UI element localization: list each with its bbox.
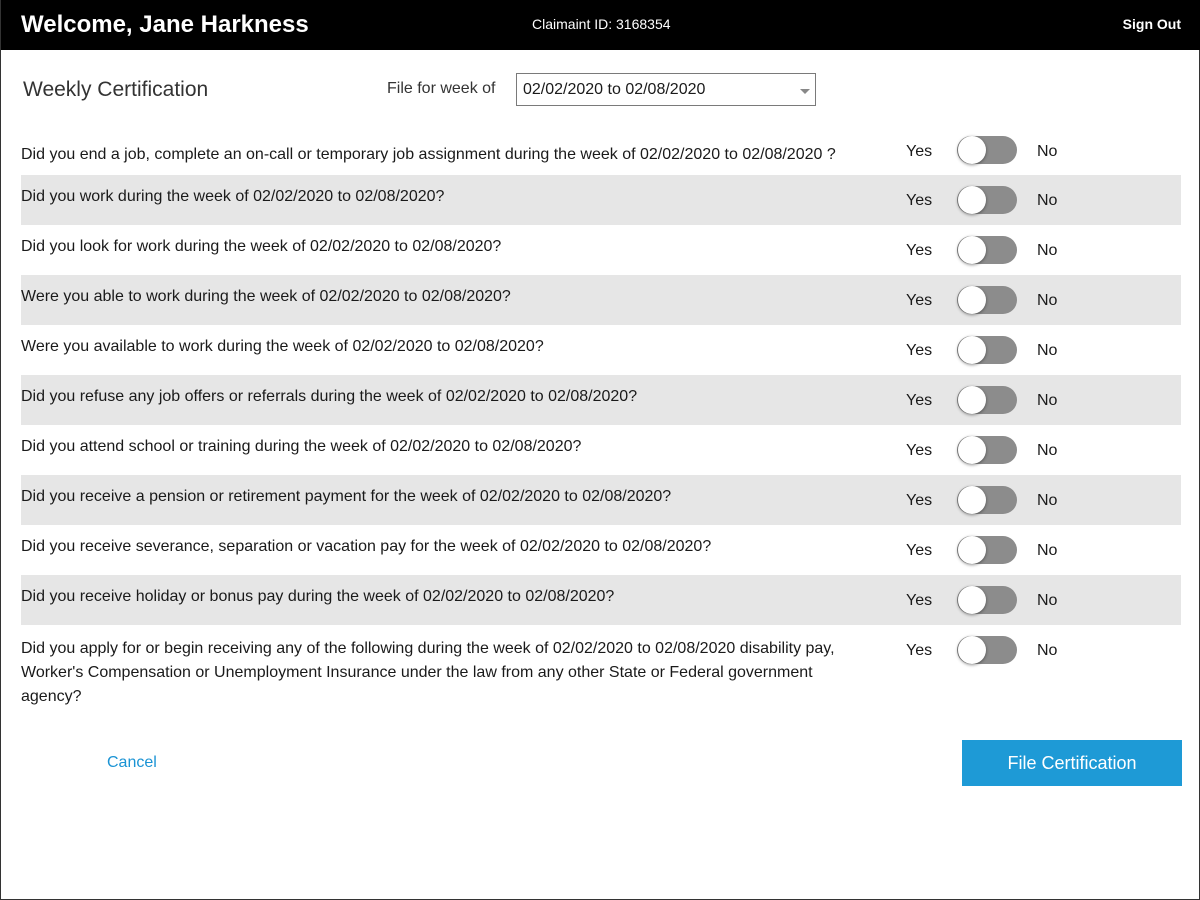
- question-text: Did you work during the week of 02/02/2020 to 02/08/2020?: [21, 188, 445, 205]
- yes-no-toggle[interactable]: [957, 186, 1017, 214]
- cancel-link[interactable]: Cancel: [107, 754, 157, 771]
- yes-no-toggle[interactable]: [957, 436, 1017, 464]
- yes-no-toggle[interactable]: [957, 536, 1017, 564]
- no-label: No: [1037, 192, 1058, 209]
- yes-no-toggle[interactable]: [957, 286, 1017, 314]
- no-label: No: [1037, 392, 1058, 409]
- yes-no-toggle[interactable]: [957, 486, 1017, 514]
- yes-no-toggle[interactable]: [957, 586, 1017, 614]
- toggle-knob: [958, 536, 986, 564]
- no-label: No: [1037, 292, 1058, 309]
- yes-label: Yes: [906, 442, 933, 459]
- file-certification-button[interactable]: File Certification: [962, 740, 1182, 786]
- question-row: [21, 425, 1181, 475]
- question-row: [21, 175, 1181, 225]
- toggle-knob: [958, 336, 986, 364]
- yes-no-toggle[interactable]: [957, 636, 1017, 664]
- yes-label: Yes: [906, 542, 933, 559]
- welcome-title: Welcome, Jane Harkness: [21, 11, 309, 38]
- question-text: Were you able to work during the week of 02/02/2020 to 02/08/2020?: [21, 288, 511, 305]
- question-row: [21, 625, 1181, 717]
- toggle-knob: [958, 636, 986, 664]
- question-row: [21, 125, 1181, 175]
- question-row: [21, 575, 1181, 625]
- yes-no-toggle[interactable]: [957, 136, 1017, 164]
- sign-out-link[interactable]: Sign Out: [1122, 16, 1181, 32]
- question-text: Were you available to work during the week of 02/02/2020 to 02/08/2020?: [21, 338, 544, 355]
- question-row: [21, 325, 1181, 375]
- question-row: [21, 225, 1181, 275]
- yes-no-toggle[interactable]: [957, 386, 1017, 414]
- week-select-label: File for week of: [387, 80, 496, 97]
- no-label: No: [1037, 542, 1058, 559]
- question-text: Did you attend school or training during the week of 02/02/2020 to 02/08/2020?: [21, 438, 582, 455]
- top-bar: [1, 0, 1200, 50]
- question-row: [21, 275, 1181, 325]
- toggle-knob: [958, 136, 986, 164]
- no-label: No: [1037, 143, 1058, 160]
- toggle-knob: [958, 436, 986, 464]
- no-label: No: [1037, 492, 1058, 509]
- question-list: [21, 125, 1181, 717]
- chevron-down-icon: [800, 89, 810, 94]
- toggle-knob: [958, 236, 986, 264]
- question-text: Did you refuse any job offers or referrals during the week of 02/02/2020 to 02/08/2020?: [21, 388, 638, 405]
- yes-label: Yes: [906, 192, 933, 209]
- question-row: [21, 525, 1181, 575]
- toggle-knob: [958, 286, 986, 314]
- question-row: [21, 375, 1181, 425]
- question-text: Did you look for work during the week of 02/02/2020 to 02/08/2020?: [21, 238, 502, 255]
- toggle-knob: [958, 186, 986, 214]
- toggle-knob: [958, 486, 986, 514]
- yes-no-toggle[interactable]: [957, 236, 1017, 264]
- no-label: No: [1037, 342, 1058, 359]
- yes-label: Yes: [906, 143, 933, 160]
- no-label: No: [1037, 242, 1058, 259]
- no-label: No: [1037, 592, 1058, 609]
- no-label: No: [1037, 642, 1058, 659]
- question-row: [21, 475, 1181, 525]
- toggle-knob: [958, 386, 986, 414]
- yes-label: Yes: [906, 342, 933, 359]
- question-text: Did you receive a pension or retirement payment for the week of 02/02/2020 to 02/08/2020?: [21, 488, 672, 505]
- yes-no-toggle[interactable]: [957, 336, 1017, 364]
- yes-label: Yes: [906, 392, 933, 409]
- toggle-knob: [958, 586, 986, 614]
- yes-label: Yes: [906, 642, 933, 659]
- week-select-value: 02/02/2020 to 02/08/2020: [523, 81, 706, 98]
- page-title: Weekly Certification: [23, 78, 209, 101]
- yes-label: Yes: [906, 492, 933, 509]
- question-text: Did you apply for or begin receiving any of the following during the week of 02/02/2020 to 02/08/2020 disability pay, Worker's Compensation or Unemployment Insurance under the law from any other State or Federal government agency?: [21, 640, 835, 705]
- question-text: Did you end a job, complete an on-call or temporary job assignment during the week of 02/02/2020 to 02/08/2020 ?: [21, 146, 836, 163]
- yes-label: Yes: [906, 592, 933, 609]
- question-text: Did you receive holiday or bonus pay during the week of 02/02/2020 to 02/08/2020?: [21, 588, 615, 605]
- claimant-id: Claimaint ID: 3168354: [532, 16, 671, 32]
- week-select[interactable]: [516, 73, 816, 106]
- question-text: Did you receive severance, separation or vacation pay for the week of 02/02/2020 to 02/08/2020?: [21, 538, 712, 555]
- yes-label: Yes: [906, 292, 933, 309]
- no-label: No: [1037, 442, 1058, 459]
- yes-label: Yes: [906, 242, 933, 259]
